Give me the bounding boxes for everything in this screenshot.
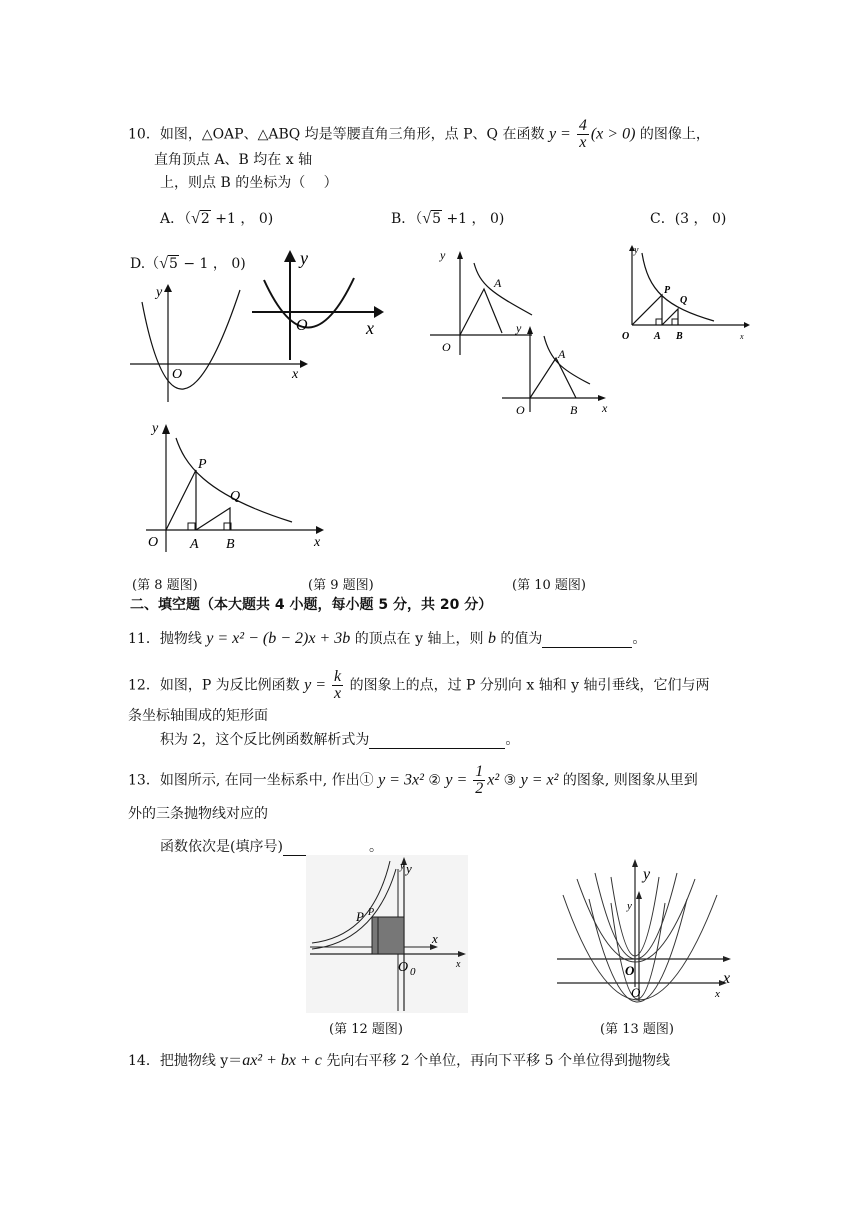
fig12-y-label: y <box>406 861 412 876</box>
q11-answer-blank[interactable] <box>542 633 632 648</box>
fig13-o2-label: O <box>631 985 641 1000</box>
q13-line1: 13．如图所示, 在同一坐标系中, 作出① y = 3x² ② y = $\frac{1}{2}$ x² ③ y = x² 的图象, 则图象从里到 <box>128 763 698 797</box>
fig13-x-label: x <box>723 970 731 987</box>
q10-func-cond: (x > 0) <box>590 125 636 143</box>
q13-answer-blank[interactable] <box>283 841 369 856</box>
q10-func-lhs: y = <box>548 125 575 143</box>
q10-line3: 上，则点 B 的坐标为（ ） <box>160 175 338 191</box>
q10-option-b: B．（√5 +1 ， 0) <box>391 210 505 227</box>
fig12-o-label: O <box>398 960 409 975</box>
fig-pq-b-label: B <box>226 537 235 552</box>
sqrt-2: 2 <box>200 211 210 227</box>
q13-line2: 外的三条抛物线对应的 <box>128 806 268 822</box>
fig12-x-label: x <box>432 931 438 946</box>
fig-pq-large-graph <box>144 418 334 552</box>
fig12-p2-label: P <box>368 907 375 918</box>
q13-line3: 函数依次是(填序号) 。 <box>160 839 383 855</box>
caption-fig12: (第 12 题图) <box>329 1022 403 1037</box>
fig9-x-label: x <box>366 318 374 338</box>
caption-fig8: (第 8 题图) <box>132 578 198 593</box>
fig-ab-x-label: x <box>602 401 608 415</box>
q10-func-frac: $\frac{4}{x}$ <box>578 117 587 151</box>
fig8-y-label: y <box>156 285 163 300</box>
fig9-origin-label: O <box>296 317 308 334</box>
fig10s-q-label: Q <box>680 295 688 306</box>
fig-pq-p-label: P <box>198 457 207 472</box>
fig-pq-q-label: Q <box>230 489 241 504</box>
fig-pq-y-label: y <box>152 421 159 436</box>
q10-line2: 直角顶点 A、B 均在 x 轴 <box>154 152 313 168</box>
caption-fig13: (第 13 题图) <box>600 1022 674 1037</box>
fig13-x2-label: x <box>715 988 720 1000</box>
fig-ab-lower-graph <box>500 320 612 420</box>
q11-formula: y = x² − (b − 2)x + 3b <box>206 630 351 647</box>
fig13-y2-label: y <box>627 900 632 912</box>
fig8-origin-label: O <box>172 367 183 382</box>
sqrt-5: 5 <box>432 211 441 227</box>
fig12-x2-label: x <box>456 959 461 970</box>
fig10-small-graph <box>620 243 752 341</box>
fig12-zero-label: 0 <box>410 966 416 978</box>
fig10s-x-label: x <box>740 332 744 341</box>
q12-line1: 12．如图，P 为反比例函数 y = $\frac{k}{x}$ 的图象上的点，过 P 分别向 x 轴和 y 轴引垂线，它们与两 <box>128 668 710 702</box>
fig12-p-label: P <box>356 909 364 924</box>
sqrt-5-d: 5 <box>168 256 178 272</box>
fig10s-p-label: P <box>664 285 671 296</box>
q11-line: 11．抛物线 y = x² − (b − 2)x + 3b 的顶点在 y 轴上，则 b 的值为 。 <box>128 630 647 647</box>
fig9-parabola-graph <box>250 246 390 364</box>
fig-pq-x-label: x <box>314 535 321 550</box>
fig8-x-label: x <box>292 367 299 382</box>
fig10s-o-label: O <box>622 331 630 342</box>
fig-ab-a-label: A <box>558 347 566 361</box>
q12-line3: 积为 2，这个反比例函数解析式为 。 <box>160 732 520 748</box>
fig12-graph <box>306 855 468 1013</box>
q10-line1 <box>128 118 710 151</box>
q14-line: 14．把抛物线 y＝ax² + bx + c 先向右平移 2 个单位，再向下平移 5 个单位得到抛物线 <box>128 1052 670 1069</box>
fig-a-upper-y-label: y <box>440 248 446 262</box>
fig13-y-label: y <box>643 866 651 883</box>
fig-pq-a-label: A <box>190 537 199 552</box>
q10-option-a: A．（√2 +1 ， 0) <box>160 210 274 227</box>
q12-func-frac: $\frac{k}{x}$ <box>334 668 342 702</box>
q10-option-d: D.（√5 − 1 ， 0) <box>130 255 246 272</box>
q13-half-frac: $\frac{1}{2}$ <box>475 763 484 797</box>
section2-heading: 二、填空题（本大题共 4 小题，每小题 5 分，共 20 分） <box>130 597 493 613</box>
caption-fig10: (第 10 题图) <box>512 578 586 593</box>
fig10s-a-label: A <box>654 331 661 342</box>
fig-ab-b-label: B <box>570 403 578 417</box>
q12-answer-blank[interactable] <box>369 734 505 749</box>
fig-ab-o-label: O <box>516 403 525 417</box>
fig13-graph <box>555 855 741 1001</box>
fig-ab-y-label: y <box>516 321 522 335</box>
fig-pq-o-label: O <box>148 535 159 550</box>
q14-formula: ax² + bx + c <box>242 1052 322 1069</box>
fig9-y-label: y <box>300 248 308 268</box>
fig12-y2-label: y <box>400 861 405 872</box>
fig10s-y-label: y <box>634 245 639 256</box>
fig13-o-label: O <box>625 963 635 978</box>
q11-var: b <box>487 630 496 647</box>
fig-a-upper-o-label: O <box>442 340 451 354</box>
caption-fig9: (第 9 题图) <box>308 578 374 593</box>
q10-stem-suffix: 的图像上， <box>639 126 710 143</box>
q10-option-c: C．(3 ， 0) <box>650 211 727 227</box>
fig-a-upper-a-label: A <box>494 276 502 290</box>
q12-line2: 条坐标轴围成的矩形面 <box>128 708 268 724</box>
q10-stem-prefix: 10．如图，△OAP、△ABQ 均是等腰直角三角形，点 P、Q 在函数 <box>128 126 545 143</box>
fig10s-b-label: B <box>676 331 683 342</box>
